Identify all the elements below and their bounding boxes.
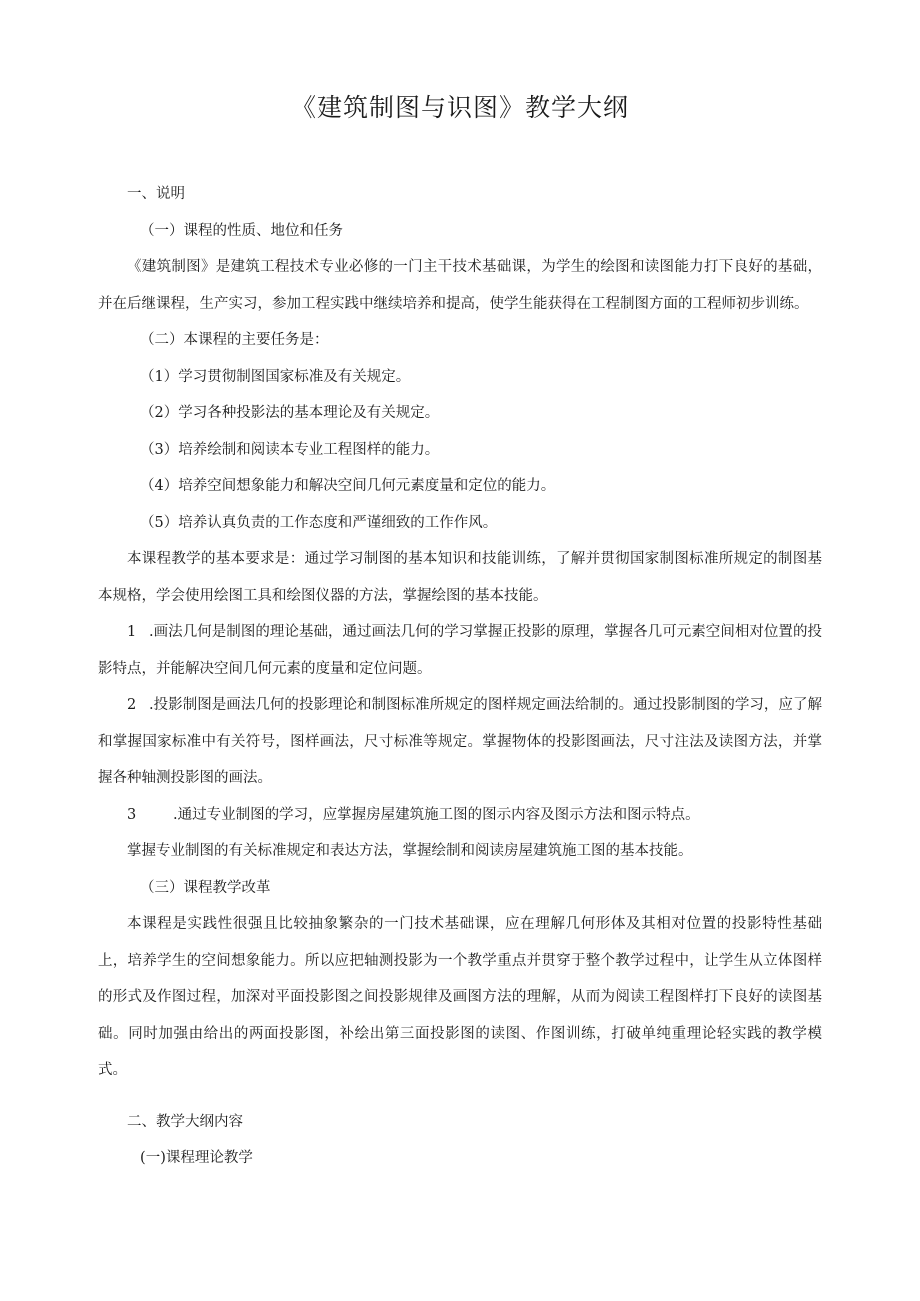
numbered-item: [98, 797, 822, 834]
paragraph-basic-requirements: 本课程教学的基本要求是：通过学习制图的基本知识和技能训练，了解并贯彻国家制图标准所规定的制图基本规格，学会使用绘图工具和绘图仪器的方法，掌握绘图的基本技能。: [98, 551, 822, 604]
item-text: .画法几何是制图的理论基础，通过画法几何的学习掌握正投影的原理，掌握各几可元素空间相对位置的投影特点，并能解决空间几何元素的度量和定位问题。: [98, 624, 822, 677]
task-item: （4）培养空间想象能力和解决空间几何元素度量和定位的能力。: [140, 478, 556, 494]
item-number: 3: [127, 806, 137, 823]
task-item: （2）学习各种投影法的基本理论及有关规定。: [140, 405, 440, 421]
item-number: 2: [127, 697, 137, 713]
numbered-item: [98, 614, 822, 687]
item-text: .投影制图是画法几何的投影理论和制图标准所规定的图样规定画法给制的。通过投影制图的学习，应了解和掌握国家标准中有关符号，图样画法，尺寸标准等规定。掌握物体的投影图画法，尺寸注法及读图方法，并掌握各种轴测投影图的画法。: [98, 697, 822, 786]
paragraph-item3-continued: 掌握专业制图的有关标准规定和表达方法，掌握绘制和阅读房屋建筑施工图的基本技能。: [127, 843, 693, 859]
paragraph-intro: 《建筑制图》是建筑工程技术专业必修的一门主干技术基础课，为学生的绘图和读图能力打下良好的基础，并在后继课程，生产实习，参加工程实践中继续培养和提高，使学生能获得在工程制图方面的工程师初步训练。: [98, 259, 822, 312]
document-body: [98, 176, 822, 1177]
item-number: 1: [127, 624, 137, 640]
subsection-heading-theory: (一)课程理论教学: [140, 1150, 253, 1166]
subsection-heading-tasks: （二）本课程的主要任务是：: [140, 332, 329, 348]
paragraph-reform: 本课程是实践性很强且比较抽象繁杂的一门技术基础课，应在理解几何形体及其相对位置的投影特性基础上，培养学生的空间想象能力。所以应把轴测投影为一个教学重点并贯穿于整个教学过程中，让学生从立体图样的形式及作图过程，加深对平面投影图之间投影规律及画图方法的理解，从而为阅读工程图样打下良好的读图基础。同时加强由给出的两面投影图，补绘出第三面投影图的读图、作图训练，打破单纯重理论轻实践的教学模式。: [98, 916, 822, 1078]
section-gap: [98, 1089, 822, 1104]
section-heading-explanation: 一、说明: [127, 186, 185, 202]
document-title: 《建筑制图与识图》教学大纲: [290, 93, 629, 122]
numbered-item: [98, 687, 822, 797]
task-item: （5）培养认真负责的工作态度和严谨细致的工作作风。: [140, 514, 498, 531]
section-heading-outline: 二、教学大纲内容: [127, 1113, 243, 1130]
subsection-heading-nature: （一）课程的性质、地位和任务: [140, 222, 344, 239]
task-item: （3）培养绘制和阅读本专业工程图样的能力。: [140, 441, 440, 458]
subsection-heading-reform: （三）课程教学改革: [140, 879, 271, 896]
task-item: （1）学习贯彻制图国家标准及有关规定。: [140, 368, 411, 385]
item-text: .通过专业制图的学习，应掌握房屋建筑施工图的图示内容及图示方法和图示特点。: [173, 806, 700, 823]
